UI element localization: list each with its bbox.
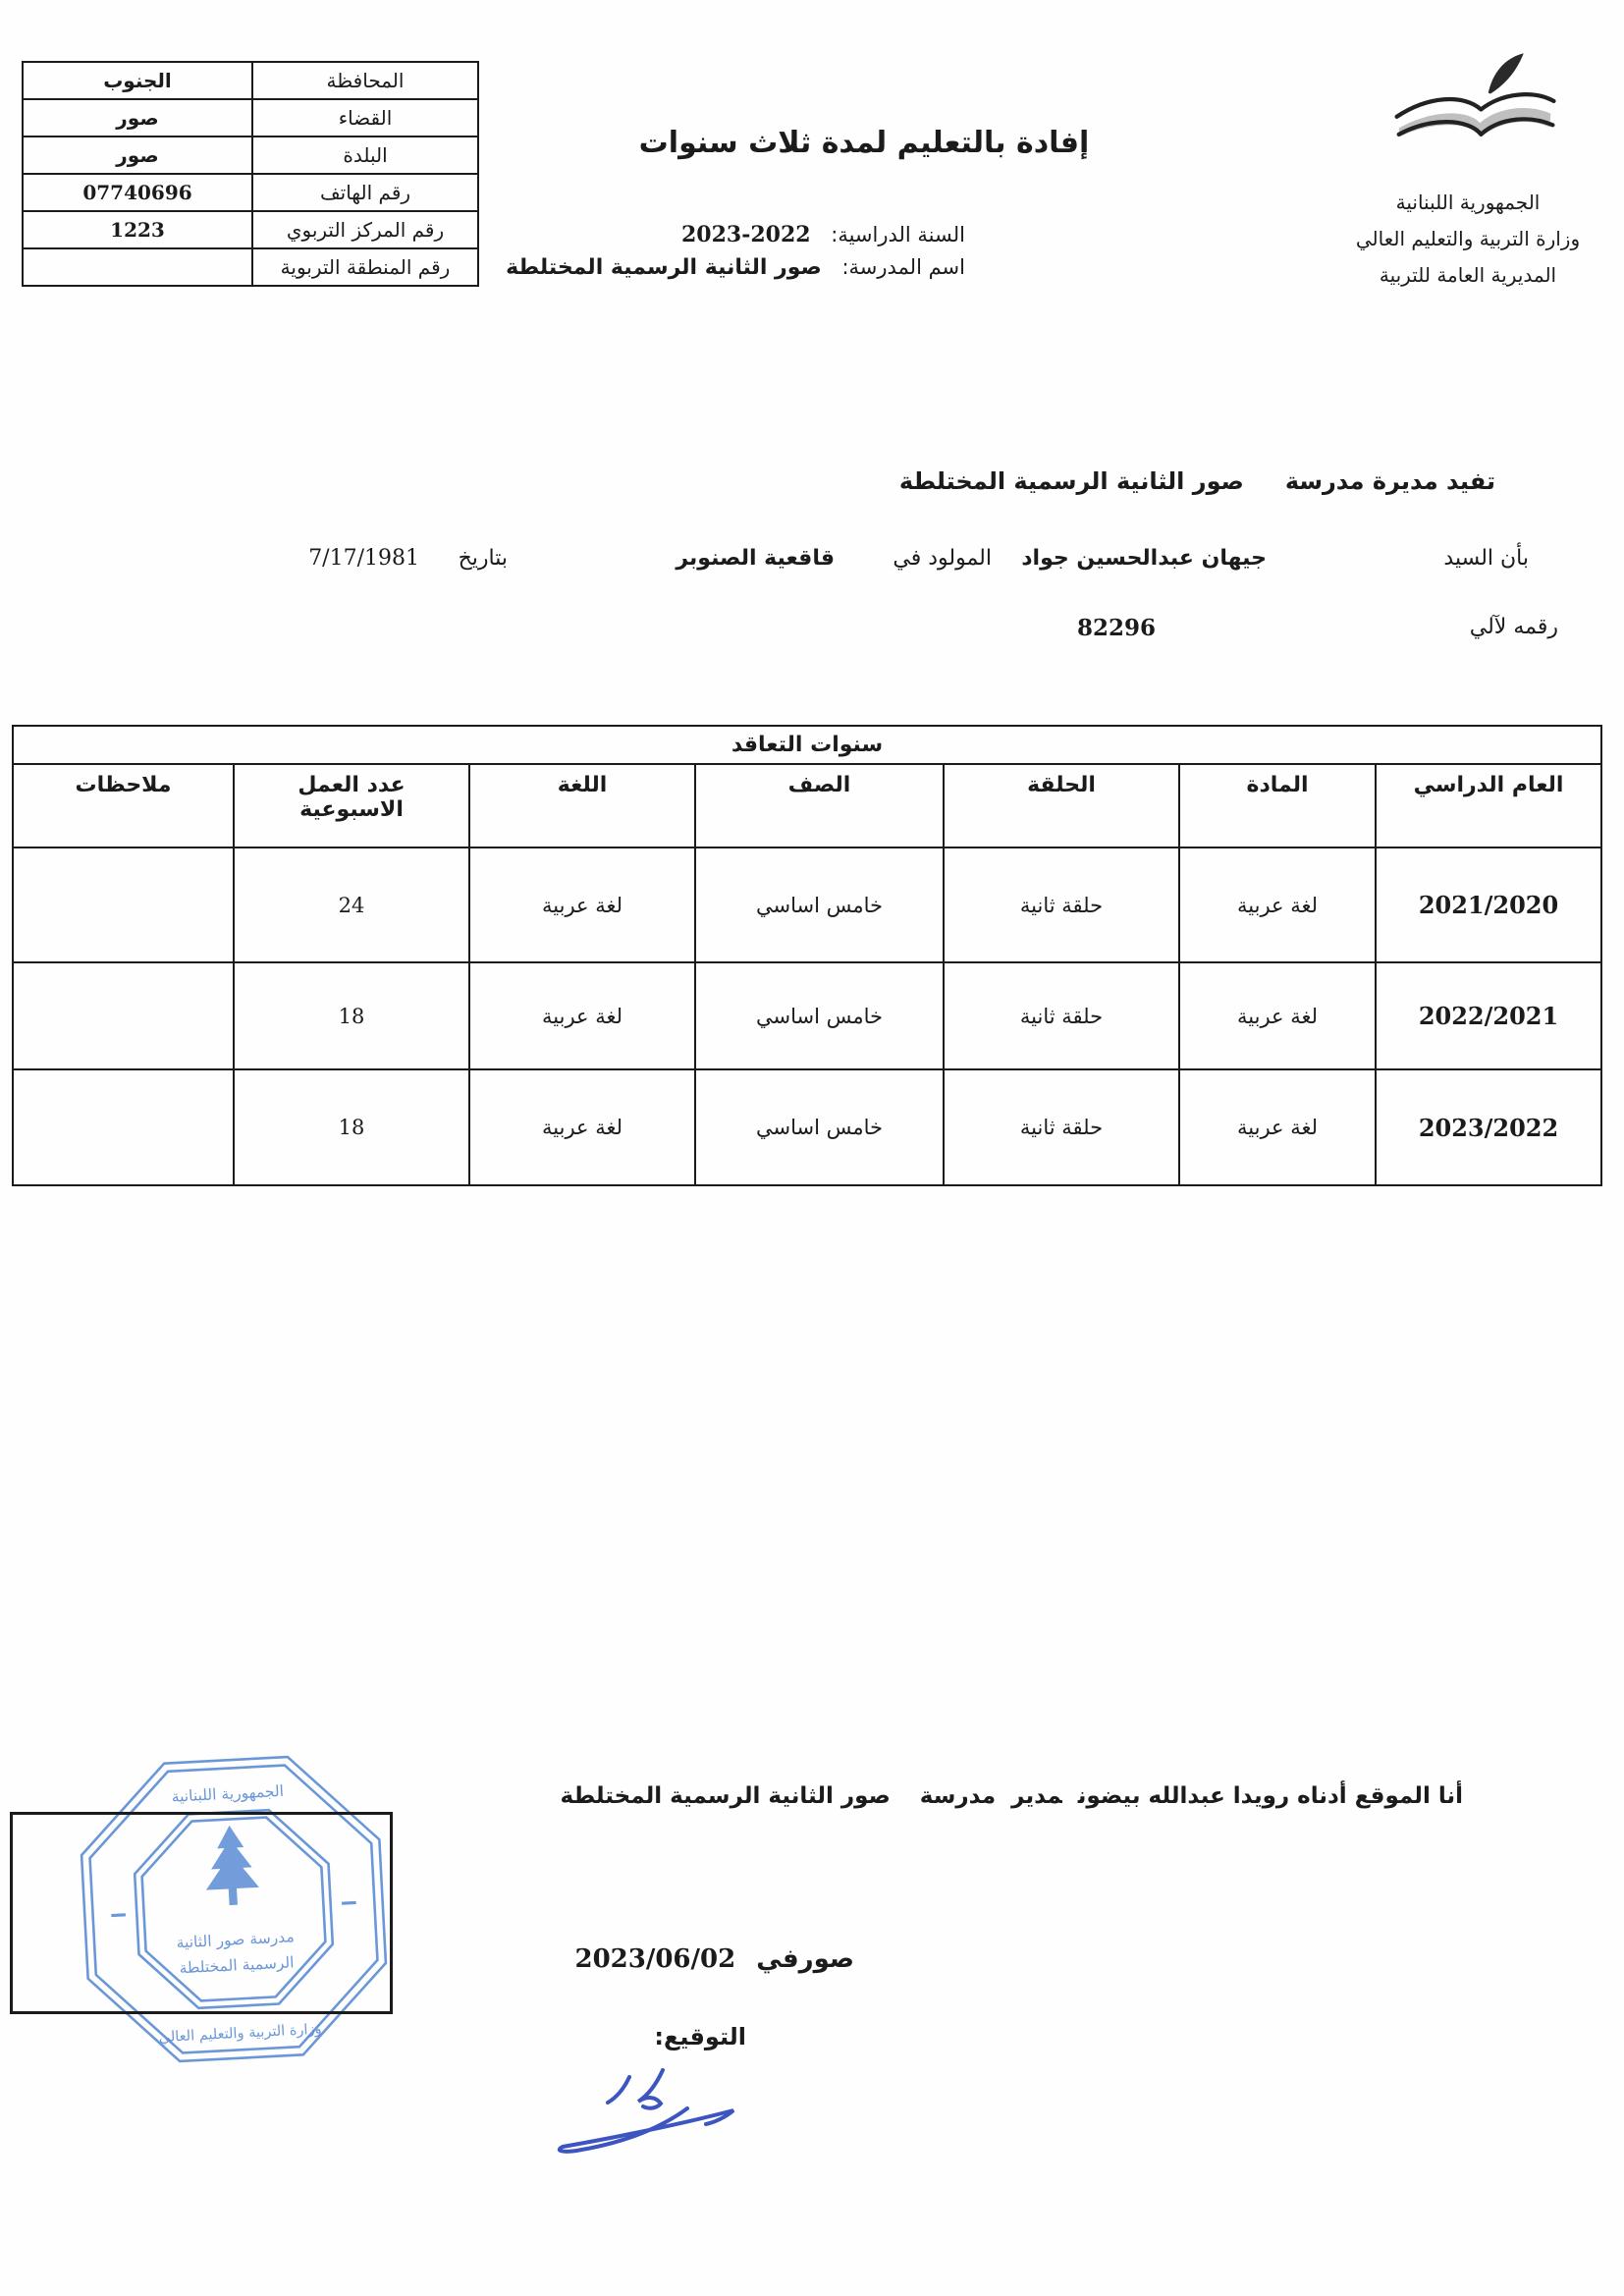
stamp-bottom-text: وزارة التربية والتعليم العالي — [158, 2020, 322, 2047]
id-number-label: رقمه لآلي — [1469, 615, 1558, 639]
language-cell: لغة عربية — [469, 962, 695, 1069]
grade-cell: خامس اساسي — [695, 847, 944, 962]
school-name-line — [506, 255, 965, 280]
handwritten-signature — [525, 2057, 751, 2170]
contract-years-table — [12, 725, 1602, 1186]
region-number-label: رقم المنطقة التربوية — [252, 248, 478, 286]
certify-prefix: تفيد مديرة مدرسة — [1284, 467, 1495, 495]
col-header-language: اللغة — [469, 764, 695, 847]
col-header-notes: ملاحظات — [13, 764, 234, 847]
center-number-value: 1223 — [23, 211, 252, 248]
admin-info-table — [22, 61, 479, 287]
directorate-line: المديرية العامة للتربية — [1379, 263, 1557, 287]
table-header-row — [13, 764, 1601, 847]
governorate-label: المحافظة — [252, 62, 478, 99]
subject-label: بأن السيد — [1443, 546, 1529, 571]
declaration-prefix: أنا الموقع أدناه رويدا عبدالله بيضون — [1077, 1783, 1463, 1809]
ministry-heading — [1326, 185, 1610, 294]
stamp-top-text: الجمهورية اللبنانية — [171, 1781, 285, 1806]
town-value: صور — [23, 137, 252, 174]
page-title: إفادة بالتعليم لمدة ثلاث سنوات — [638, 126, 1090, 160]
notes-cell — [13, 847, 234, 962]
academic-year-line — [681, 222, 965, 247]
table-caption: سنوات التعاقد — [13, 726, 1601, 764]
table-row — [13, 847, 1601, 962]
signature-label: التوقيع: — [654, 2023, 746, 2050]
table-row — [23, 137, 478, 174]
subject-cell: لغة عربية — [1179, 962, 1376, 1069]
grade-cell: خامس اساسي — [695, 962, 944, 1069]
empty-signature-box — [10, 1812, 393, 2014]
cycle-cell: حلقة ثانية — [944, 847, 1179, 962]
ministry-line: وزارة التربية والتعليم العالي — [1355, 227, 1581, 250]
year-cell: 2022/2021 — [1376, 962, 1601, 1069]
republic-line: الجمهورية اللبنانية — [1395, 191, 1541, 214]
subject-cell: لغة عربية — [1179, 1069, 1376, 1185]
birthdate-value: 7/17/1981 — [308, 546, 419, 571]
stamp-center-line1: مدرسة صور الثانية — [176, 1928, 296, 1952]
open-book-logo-icon — [1386, 51, 1563, 171]
school-name-value: صور الثانية الرسمية المختلطة — [506, 255, 822, 280]
year-cell: 2021/2020 — [1376, 847, 1601, 962]
table-row — [23, 62, 478, 99]
cycle-cell: حلقة ثانية — [944, 962, 1179, 1069]
declaration-school-name: صور الثانية الرسمية المختلطة — [560, 1783, 891, 1809]
birthplace: قاقعية الصنوبر — [676, 546, 835, 571]
weekly-hours-cell: 18 — [234, 962, 469, 1069]
weekly-hours-cell: 24 — [234, 847, 469, 962]
born-in-label: المولود في — [893, 546, 992, 571]
col-header-year: العام الدراسي — [1376, 764, 1601, 847]
place-name: صورفي — [756, 1944, 854, 1974]
table-row — [13, 962, 1601, 1069]
declaration-school-word: مدرسة — [919, 1783, 997, 1809]
year-cell: 2023/2022 — [1376, 1069, 1601, 1185]
school-name-label: اسم المدرسة: — [841, 255, 965, 279]
col-header-weekly-hours: عدد العمل الاسبوعية — [234, 764, 469, 847]
signer-declaration-line — [561, 1783, 1463, 1809]
notes-cell — [13, 1069, 234, 1185]
cycle-cell: حلقة ثانية — [944, 1069, 1179, 1185]
academic-year-label: السنة الدراسية: — [831, 223, 965, 246]
language-cell: لغة عربية — [469, 847, 695, 962]
notes-cell — [13, 962, 234, 1069]
table-row — [23, 211, 478, 248]
center-number-label: رقم المركز التربوي — [252, 211, 478, 248]
col-header-grade: الصف — [695, 764, 944, 847]
phone-value: 07740696 — [23, 174, 252, 211]
table-row — [23, 99, 478, 137]
district-label: القضاء — [252, 99, 478, 137]
phone-label: رقم الهاتف — [252, 174, 478, 211]
governorate-value: الجنوب — [23, 62, 252, 99]
table-row — [23, 248, 478, 286]
stamp-center-line2: الرسمية المختلطة — [179, 1953, 295, 1978]
table-row — [23, 174, 478, 211]
place-date-line — [574, 1944, 854, 1974]
person-name: جيهان عبدالحسين جواد — [1021, 546, 1267, 571]
academic-year-value: 2023-2022 — [680, 222, 811, 247]
language-cell: لغة عربية — [469, 1069, 695, 1185]
town-label: البلدة — [252, 137, 478, 174]
certify-school-name: صور الثانية الرسمية المختلطة — [898, 467, 1244, 495]
certify-line — [899, 467, 1495, 495]
birthdate-label: بتاريخ — [458, 546, 508, 571]
region-number-value — [23, 248, 252, 286]
col-header-cycle: الحلقة — [944, 764, 1179, 847]
grade-cell: خامس اساسي — [695, 1069, 944, 1185]
subject-cell: لغة عربية — [1179, 847, 1376, 962]
table-row — [13, 1069, 1601, 1185]
issue-date: 2023/06/02 — [574, 1944, 736, 1974]
id-number-value: 82296 — [1076, 615, 1156, 641]
weekly-hours-cell: 18 — [234, 1069, 469, 1185]
district-value: صور — [23, 99, 252, 137]
table-caption-row — [13, 726, 1601, 764]
declaration-role: مدير — [1011, 1783, 1062, 1809]
col-header-subject: المادة — [1179, 764, 1376, 847]
